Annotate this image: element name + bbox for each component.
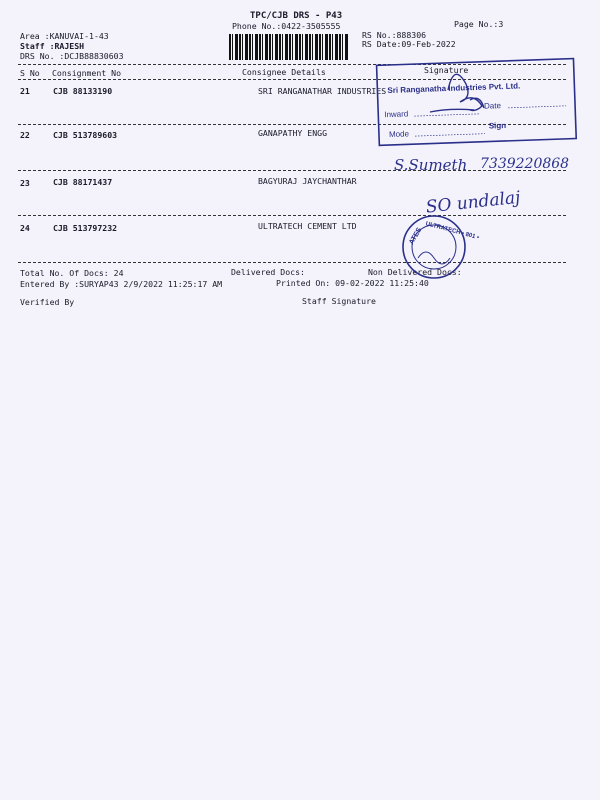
rs-date: RS Date:09-Feb-2022 bbox=[362, 39, 456, 49]
column-signature: Signature bbox=[424, 65, 469, 75]
divider bbox=[18, 124, 566, 125]
row-consignee: ULTRATECH CEMENT LTD bbox=[258, 221, 357, 231]
divider bbox=[18, 170, 566, 171]
row-consignment: CJB 513789603 bbox=[53, 130, 118, 140]
divider bbox=[18, 215, 566, 216]
entered-by: Entered By :SURYAP43 2/9/2022 11:25:17 AM bbox=[20, 279, 223, 289]
non-delivered-docs: Non Delivered Docs: bbox=[368, 267, 462, 277]
delivered-docs: Delivered Docs: bbox=[231, 267, 305, 277]
stamp-company: Sri Ranganatha Industries Pvt. Ltd. bbox=[387, 81, 521, 96]
row-consignment: CJB 513797232 bbox=[53, 223, 118, 233]
row-sno: 24 bbox=[20, 223, 30, 233]
row-consignee: SRI RANGANATHAR INDUSTRIES bbox=[258, 86, 387, 96]
staff-field: Staff :RAJESH bbox=[20, 41, 85, 51]
seal-abbrev: ATES bbox=[408, 226, 424, 246]
handwritten-signature: SO undalaj bbox=[424, 187, 522, 218]
row-consignee: BAGYURAJ JAYCHANTHAR bbox=[258, 176, 357, 186]
stamp-inward: Inward bbox=[384, 109, 409, 120]
stamp-date: Date bbox=[483, 101, 502, 111]
row-consignee: GANAPATHY ENGG bbox=[258, 128, 328, 138]
row-sno: 22 bbox=[20, 130, 30, 140]
handwritten-name: S.Sumeth bbox=[394, 156, 468, 174]
row-consignment: CJB 88133190 bbox=[53, 86, 113, 96]
rs-number: RS No.:888306 bbox=[362, 30, 427, 40]
printed-on: Printed On: 09-02-2022 11:25:40 bbox=[276, 278, 429, 288]
divider bbox=[18, 262, 566, 263]
row-consignment: CJB 88171437 bbox=[53, 177, 113, 187]
drs-number: DRS No. :DCJB88830603 bbox=[20, 51, 124, 61]
column-consignment: Consignment No bbox=[52, 68, 122, 78]
row-sno: 21 bbox=[20, 86, 30, 96]
handwritten-phone: 7339220868 bbox=[480, 156, 570, 172]
stamp-mode: Mode bbox=[388, 129, 410, 140]
total-docs: Total No. Of Docs: 24 bbox=[20, 268, 124, 278]
row-sno: 23 bbox=[20, 178, 30, 188]
divider bbox=[18, 64, 566, 65]
staff-signature: Staff Signature bbox=[302, 296, 376, 306]
company-stamp bbox=[377, 59, 577, 146]
column-consignee: Consignee Details bbox=[242, 67, 326, 77]
column-sno: S No bbox=[20, 68, 40, 78]
barcode bbox=[229, 34, 348, 60]
page-number: Page No.:3 bbox=[454, 19, 504, 29]
phone-number: Phone No.:0422-3505555 bbox=[232, 21, 341, 31]
seal-text: ULTRATECH • 801 • bbox=[424, 221, 480, 242]
area-field: Area :KANUVAI-1-43 bbox=[20, 31, 109, 41]
stamp-sign: Sign bbox=[488, 120, 507, 131]
divider bbox=[18, 79, 566, 80]
document-title: TPC/CJB DRS - P43 bbox=[250, 11, 343, 21]
verified-by: Verified By bbox=[20, 297, 75, 307]
